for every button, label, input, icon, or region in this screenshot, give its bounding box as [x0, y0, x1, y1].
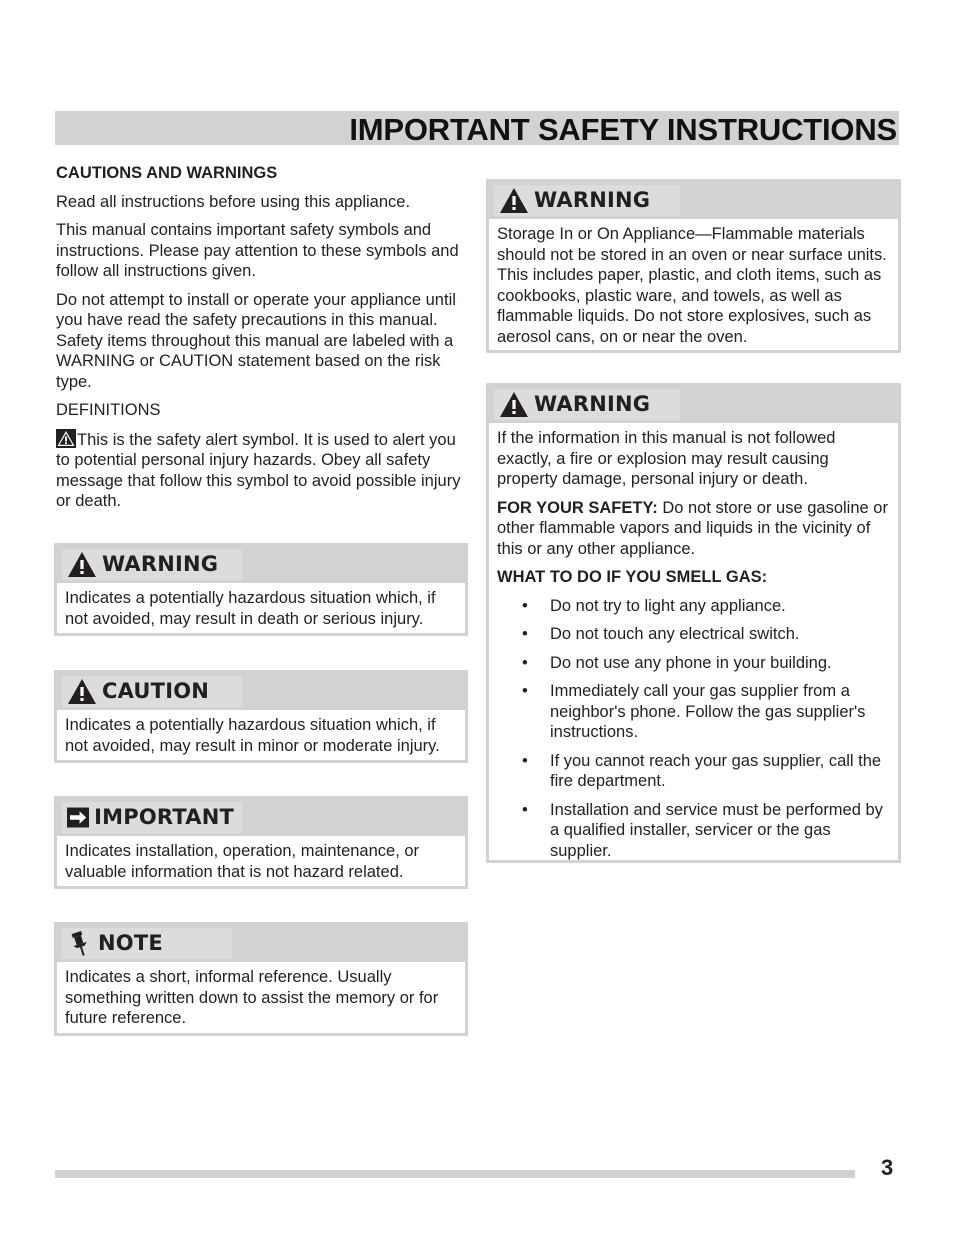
gas-warning-tab — [494, 389, 680, 420]
important-box-tab — [62, 802, 242, 833]
important-definition-box — [54, 796, 468, 889]
warning-definition-text: Indicates a potentially hazardous situation which, if not avoided, may result in death or serious injury. — [65, 589, 436, 628]
storage-warning-box — [486, 179, 901, 353]
pushpin-icon — [67, 930, 93, 958]
gas-warning-body — [489, 423, 898, 875]
storage-warning-tab — [494, 185, 680, 216]
list-item: • Immediately call your gas supplier from a neighbor's phone. Follow the gas supplier's instructions. — [497, 681, 890, 743]
caution-definition-text: Indicates a potentially hazardous situation which, if not avoided, may result in minor or moderate injury. — [65, 716, 440, 755]
definitions-label: DEFINITIONS — [56, 401, 161, 419]
important-label: IMPORTANT — [94, 805, 234, 830]
gas-warning-header — [489, 386, 898, 423]
important-definition-text: Indicates installation, operation, maintenance, or valuable information that is not hazard related. — [65, 842, 420, 881]
caution-label: CAUTION — [102, 679, 210, 704]
gas-warning-box — [486, 383, 901, 863]
warning-box-tab — [62, 549, 242, 580]
left-column — [56, 163, 466, 520]
for-your-safety-text: Do not store or use gasoline or other flammable vapors and liquids in the vicinity of this or any other appliance. — [497, 498, 888, 558]
note-definition-text: Indicates a short, informal reference. Usually something written down to assist the memory or for future reference. — [65, 968, 439, 1027]
footer-bar — [55, 1170, 855, 1178]
gas-warning-label: WARNING — [534, 392, 651, 417]
list-item: • If you cannot reach your gas supplier, call the fire department. — [497, 751, 890, 792]
safety-alert-icon — [56, 429, 76, 448]
caution-box-header — [57, 673, 465, 710]
alert-symbol-text: This is the safety alert symbol. It is used to alert you to potential personal injury hazards. Obey all safety message that follow this symbol to avoid possible injury or death. — [56, 430, 461, 510]
precautions-paragraph: Do not attempt to install or operate your appliance until you have read the safety precautions in this manual. Safety items throughout this manual are labeled with a WARNING or CAUTION statement based on the risk type. — [56, 290, 456, 391]
intro-paragraph: Read all instructions before using this appliance. — [56, 192, 411, 211]
symbols-paragraph: This manual contains important safety symbols and instructions. Please pay attention to these symbols and follow all instructions given. — [56, 221, 459, 280]
smell-gas-heading: WHAT TO DO IF YOU SMELL GAS: — [497, 568, 768, 586]
warning-label: WARNING — [102, 552, 219, 577]
page-number: 3 — [881, 1155, 894, 1180]
title-bar — [55, 111, 899, 145]
note-box-header — [57, 925, 465, 962]
important-box-header — [57, 799, 465, 836]
for-your-safety-label: FOR YOUR SAFETY: — [497, 498, 658, 517]
warning-triangle-icon — [499, 391, 529, 418]
warning-triangle-icon — [67, 551, 97, 578]
warning-triangle-icon — [67, 678, 97, 705]
caution-box-tab — [62, 676, 242, 707]
storage-warning-header — [489, 182, 898, 219]
warning-definition-box — [54, 543, 468, 636]
alert-symbol-paragraph — [56, 429, 466, 512]
note-box-tab — [62, 928, 232, 959]
list-item: • Do not use any phone in your building. — [497, 653, 890, 674]
list-item: • Do not try to light any appliance. — [497, 596, 890, 617]
page-title: IMPORTANT SAFETY INSTRUCTIONS — [349, 112, 897, 147]
gas-instructions-list — [497, 596, 890, 862]
storage-warning-text: Storage In or On Appliance—Flammable materials should not be stored in an oven or near surface units. This includes paper, plastic, and cloth items, such as cookbooks, plastic ware, and towels, as well as flammable liquids. Do not store explosives, such as aerosol cans, on or near the oven. — [497, 225, 887, 346]
for-your-safety-paragraph — [497, 498, 890, 560]
note-label: NOTE — [98, 931, 163, 956]
section-heading: CAUTIONS AND WARNINGS — [56, 164, 278, 182]
caution-definition-box — [54, 670, 468, 763]
warning-box-header — [57, 546, 465, 583]
note-definition-box — [54, 922, 468, 1036]
arrow-right-icon — [67, 804, 89, 831]
list-item: • Installation and service must be performed by a qualified installer, servicer or the gas supplier. — [497, 800, 890, 862]
gas-warning-intro: If the information in this manual is not followed exactly, a fire or explosion may result causing property damage, personal injury or death. — [497, 429, 836, 488]
list-item: • Do not touch any electrical switch. — [497, 624, 890, 645]
warning-triangle-icon — [499, 187, 529, 214]
storage-warning-label: WARNING — [534, 188, 651, 213]
